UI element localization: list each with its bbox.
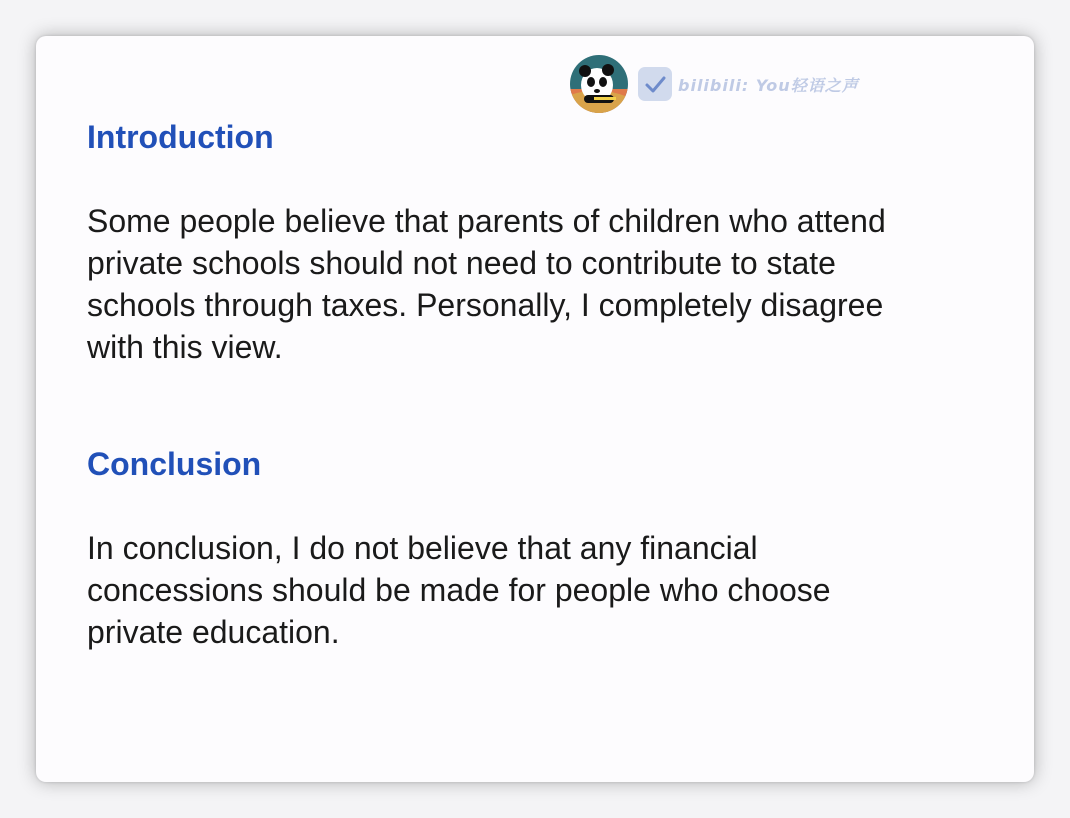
watermark-text: bilibili: You轻语之声: [678, 75, 859, 95]
conclusion-line: private education.: [87, 614, 340, 650]
introduction-line: Some people believe that parents of children who attend: [87, 203, 886, 239]
conclusion-paragraph: [87, 527, 987, 653]
conclusion-line: In conclusion, I do not believe that any financial: [87, 530, 758, 566]
panda-avatar-icon: [570, 55, 628, 113]
introduction-line: schools through taxes. Personally, I completely disagree: [87, 287, 884, 323]
bilibili-watermark: [570, 54, 859, 114]
verified-check-icon: [638, 67, 672, 101]
document-card: [36, 36, 1034, 782]
introduction-paragraph: [87, 200, 987, 368]
introduction-heading: Introduction: [87, 119, 274, 155]
conclusion-line: concessions should be made for people who choose: [87, 572, 831, 608]
introduction-line: private schools should not need to contribute to state: [87, 245, 836, 281]
introduction-line: with this view.: [87, 329, 283, 365]
conclusion-heading: Conclusion: [87, 446, 262, 482]
